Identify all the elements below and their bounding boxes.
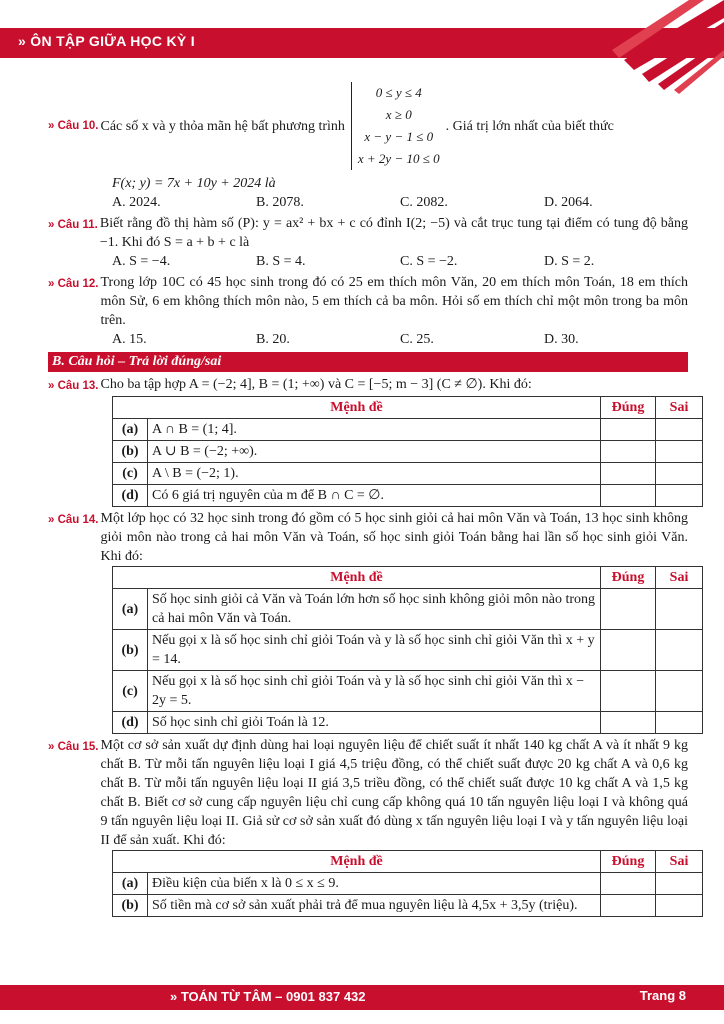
false-cell[interactable]	[656, 485, 703, 507]
true-cell[interactable]	[601, 873, 656, 895]
question-text: Các số x và y thỏa mãn hệ bất phương trình	[100, 118, 345, 134]
answer-options	[48, 252, 688, 271]
question-text-expr: F(x; y) = 7x + 10y + 2024 là	[112, 176, 276, 191]
table-row	[113, 463, 703, 485]
option-b[interactable]: B. 2078.	[256, 195, 304, 210]
table-row	[113, 630, 703, 671]
row-label: (d)	[113, 485, 148, 507]
option-c[interactable]: C. 2082.	[400, 195, 448, 210]
row-label: (d)	[113, 712, 148, 734]
header-false: Sai	[656, 567, 703, 589]
false-cell[interactable]	[656, 589, 703, 630]
inequality: 0 ≤ y ≤ 4	[375, 85, 422, 100]
row-label: (b)	[113, 630, 148, 671]
true-cell[interactable]	[601, 419, 656, 441]
true-cell[interactable]	[601, 589, 656, 630]
question-text: Biết rằng đồ thị hàm số (P): y = ax² + bx + c có đỉnh I(2; −5) và cắt trục tung tại điểm có tung độ bằng −1. Khi đó S = a + b + c là	[99, 216, 688, 250]
header-statement: Mệnh đề	[113, 851, 601, 873]
question-14	[48, 509, 688, 734]
question-11	[48, 214, 688, 271]
false-cell[interactable]	[656, 712, 703, 734]
option-c[interactable]: C. 25.	[400, 332, 434, 347]
false-cell[interactable]	[656, 873, 703, 895]
header-statement: Mệnh đề	[113, 567, 601, 589]
true-false-table	[112, 396, 703, 507]
true-cell[interactable]	[601, 463, 656, 485]
true-false-table	[112, 850, 703, 917]
question-label: » Câu 11.	[48, 219, 98, 231]
true-cell[interactable]	[601, 630, 656, 671]
header-false: Sai	[656, 851, 703, 873]
option-b[interactable]: B. 20.	[256, 332, 290, 347]
page-footer	[0, 985, 724, 1010]
option-b[interactable]: B. S = 4.	[256, 254, 306, 269]
header-true: Đúng	[601, 567, 656, 589]
question-12	[48, 273, 688, 349]
false-cell[interactable]	[656, 441, 703, 463]
row-statement: A ∪ B = (−2; +∞).	[148, 441, 601, 463]
row-statement: Có 6 giá trị nguyên của m để B ∩ C = ∅.	[148, 485, 601, 507]
inequality: x + 2y − 10 ≤ 0	[357, 151, 440, 166]
true-cell[interactable]	[601, 671, 656, 712]
option-a[interactable]: A. S = −4.	[112, 254, 171, 269]
question-15	[48, 736, 688, 917]
table-row	[113, 589, 703, 630]
header-true: Đúng	[601, 851, 656, 873]
row-label: (b)	[113, 895, 148, 917]
header-true: Đúng	[601, 397, 656, 419]
row-statement: Nếu gọi x là số học sinh chỉ giỏi Toán và y là số học sinh chỉ giỏi Văn thì x + y = 14.	[148, 630, 601, 671]
header-statement: Mệnh đề	[113, 397, 601, 419]
row-label: (a)	[113, 589, 148, 630]
row-statement: Số học sinh chỉ giỏi Toán là 12.	[148, 712, 601, 734]
question-text: Trong lớp 10C có 45 học sinh trong đó có 25 em thích môn Văn, 20 em thích môn Toán, 18 em thích môn Sử, 6 em không thích môn nào, 5 em thích cả ba môn. Hỏi số em thích chỉ một môn trong ba môn trên.	[100, 275, 688, 328]
option-d[interactable]: D. 2064.	[544, 195, 593, 210]
false-cell[interactable]	[656, 630, 703, 671]
page-number: Trang 8	[639, 988, 686, 1003]
false-cell[interactable]	[656, 895, 703, 917]
row-statement: A \ B = (−2; 1).	[148, 463, 601, 485]
table-header-row	[113, 397, 703, 419]
table-row	[113, 712, 703, 734]
question-13	[48, 375, 688, 507]
section-heading: B. Câu hỏi – Trả lời đúng/sai	[48, 352, 688, 372]
option-a[interactable]: A. 2024.	[112, 195, 161, 210]
false-cell[interactable]	[656, 463, 703, 485]
question-label: » Câu 10.	[48, 119, 99, 132]
question-label: » Câu 14.	[48, 514, 99, 526]
question-label: » Câu 13.	[48, 380, 99, 392]
option-d[interactable]: D. S = 2.	[544, 254, 595, 269]
row-statement: A ∩ B = (1; 4].	[148, 419, 601, 441]
false-cell[interactable]	[656, 419, 703, 441]
inequality: x ≥ 0	[385, 107, 412, 122]
question-label: » Câu 15.	[48, 741, 99, 753]
row-label: (a)	[113, 419, 148, 441]
header-title: » ÔN TẬP GIỮA HỌC KỲ I	[18, 33, 195, 49]
footer-contact: » TOÁN TỪ TÂM – 0901 837 432	[170, 989, 366, 1004]
answer-options	[48, 330, 688, 349]
true-cell[interactable]	[601, 441, 656, 463]
question-10	[48, 82, 688, 212]
table-row	[113, 419, 703, 441]
question-text: Một cơ sở sản xuất dự định dùng hai loại nguyên liệu để chiết suất ít nhất 140 kg chất A và ít nhất 9 kg chất B. Từ mỗi tấn nguyên liệu loại I giá 4,5 triệu đồng, có thể chiết suất được 20 kg chất A và 0,6 kg chất B. Từ mỗi tấn nguyên liệu loại II giá 3,5 triều đồng, có thể chiết suất được 10 kg chất A và 1,5 kg chất B. Biết cơ sở cung cấp nguyên liệu chỉ cung cấp không quá 10 tấn nguyên liệu loại I và không quá 9 tấn nguyên liệu loại II. Giả sử cơ sở sản xuất đó dùng x tấn nguyên liệu loại I và y tấn nguyên liệu loại II để sản xuất. Khi đó:	[100, 738, 688, 848]
row-label: (a)	[113, 873, 148, 895]
true-false-table	[112, 566, 703, 734]
answer-options	[48, 193, 688, 212]
row-label: (c)	[113, 463, 148, 485]
option-a[interactable]: A. 15.	[112, 332, 147, 347]
false-cell[interactable]	[656, 671, 703, 712]
table-row	[113, 671, 703, 712]
inequality: x − y − 1 ≤ 0	[364, 129, 434, 144]
true-cell[interactable]	[601, 485, 656, 507]
question-text: Cho ba tập hợp A = (−2; 4], B = (1; +∞) và C = [−5; m − 3] (C ≠ ∅). Khi đó:	[100, 377, 532, 392]
page-content	[48, 80, 688, 917]
row-label: (b)	[113, 441, 148, 463]
row-label: (c)	[113, 671, 148, 712]
table-row	[113, 441, 703, 463]
inequality-system	[351, 82, 440, 170]
question-text: Một lớp học có 32 học sinh trong đó gồm có 5 học sinh giỏi cả hai môn Văn và Toán, 13 học sinh không giỏi môn nào trong cả hai môn Văn và Toán, số học sinh giỏi Toán bằng hai lần số học sinh giỏi Văn. Khi đó:	[100, 511, 688, 564]
option-c[interactable]: C. S = −2.	[400, 254, 458, 269]
header-false: Sai	[656, 397, 703, 419]
table-header-row	[113, 567, 703, 589]
question-text-cont: . Giá trị lớn nhất của biết thức	[445, 118, 614, 134]
table-row	[113, 485, 703, 507]
true-cell[interactable]	[601, 712, 656, 734]
row-statement: Điều kiện của biến x là 0 ≤ x ≤ 9.	[148, 873, 601, 895]
table-row	[113, 895, 703, 917]
row-statement: Nếu gọi x là số học sinh chỉ giỏi Toán và y là số học sinh chỉ giỏi Văn thì x − 2y = 5.	[148, 671, 601, 712]
table-header-row	[113, 851, 703, 873]
question-label: » Câu 12.	[48, 278, 99, 290]
row-statement: Số tiền mà cơ sở sản xuất phải trả để mua nguyên liệu là 4,5x + 3,5y (triệu).	[148, 895, 601, 917]
row-statement: Số học sinh giỏi cả Văn và Toán lớn hơn số học sinh không giỏi môn nào trong cả hai môn Văn và Toán.	[148, 589, 601, 630]
true-cell[interactable]	[601, 895, 656, 917]
table-row	[113, 873, 703, 895]
option-d[interactable]: D. 30.	[544, 332, 579, 347]
